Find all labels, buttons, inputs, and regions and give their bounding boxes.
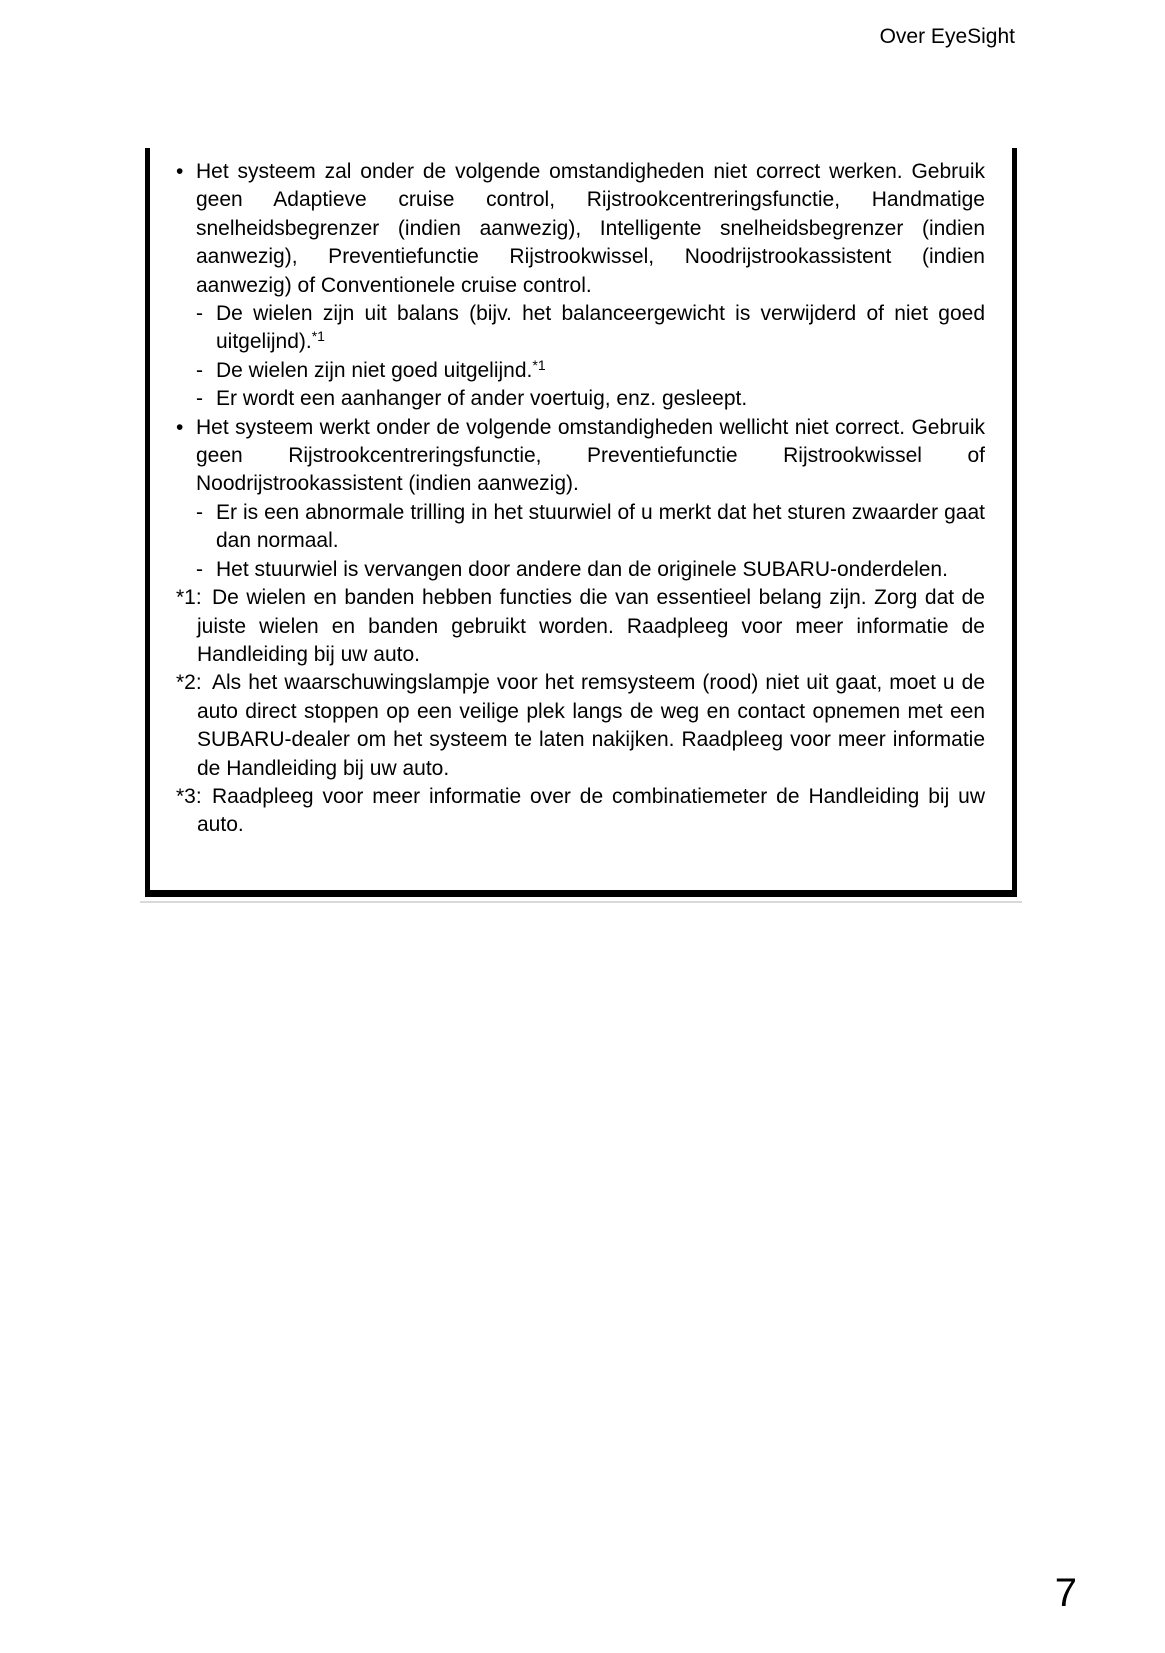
list-item [196, 385, 985, 413]
footnote-text: De wielen en banden hebben functies die van essentieel belang zijn. Zorg dat de juiste wielen en banden gebruikt worden. Raadpleeg voor meer informatie de Handleiding bij uw auto. [197, 586, 985, 666]
footnote-marker: *2: [176, 671, 202, 695]
footnote-ref: *1 [532, 356, 546, 373]
bullet-marker: • [176, 160, 184, 183]
bullet-marker: • [176, 415, 184, 439]
list-item-text: De wielen zijn niet goed uitgelijnd.$^{*1}$ [216, 356, 546, 382]
dash-marker: - [196, 387, 203, 411]
list-item-text: Het stuurwiel is vervangen door andere dan de originele SUBARU-onderdelen. [216, 557, 948, 581]
list-item [196, 556, 985, 584]
footnote-ref: *1 [311, 328, 325, 345]
footnote-text: Als het waarschuwingslampje voor het remsysteem (rood) niet uit gaat, moet u de auto direct stoppen op een veilige plek langs de weg en contact opnemen met een SUBARU-dealer om het systeem te laten nakijken. Raadpleeg voor meer informatie de Handleiding bij uw auto. [197, 671, 985, 780]
page-header: Over EyeSight [879, 25, 1015, 48]
page-number: 7 [1054, 1571, 1077, 1615]
scan-artifact-line [140, 901, 1022, 903]
footnote [176, 669, 985, 783]
dash-marker: - [196, 557, 203, 581]
warning-box [145, 148, 1017, 897]
list-item [196, 499, 985, 556]
footnote-marker: *1: [176, 586, 202, 610]
footnote [176, 783, 985, 840]
list-item [176, 158, 985, 300]
dash-marker: - [196, 500, 203, 524]
dash-marker: - [196, 358, 203, 382]
list-item-text: Het systeem zal onder de volgende omstandigheden niet correct werken. Gebruik geen Adaptieve cruise control, Rijstrookcentreringsfunctie, Handmatige snelheidsbegrenzer (indien aanwezig), Intelligente snelheidsbegrenzer (indien aanwezig), Preventiefunctie Rijstrookwissel, Noodrijstrookassistent (indien aanwezig) of Conventionele cruise control. [196, 160, 985, 297]
list-item-text: Er wordt een aanhanger of ander voertuig, enz. gesleept. [216, 387, 748, 411]
list-item [196, 357, 985, 385]
list-item-text: Het systeem werkt onder de volgende omstandigheden wellicht niet correct. Gebruik geen Rijstrookcentreringsfunctie, Preventiefunctie Rijstrookwissel of Noodrijstrookassistent (indien aanwezig). [196, 415, 985, 496]
list-item-text: De wielen zijn uit balans (bijv. het balanceergewicht is verwijderd of niet goed uitgelijnd).$^{*1}$ [216, 302, 985, 354]
footnote [176, 584, 985, 669]
footnote-text: Raadpleeg voor meer informatie over de combinatiemeter de Handleiding bij uw auto. [197, 784, 985, 837]
footnote-marker: *3: [176, 784, 202, 808]
list-item [196, 300, 985, 357]
dash-marker: - [196, 302, 203, 326]
list-item [176, 414, 985, 499]
list-item-text: Er is een abnormale trilling in het stuurwiel of u merkt dat het sturen zwaarder gaat dan normaal. [216, 500, 985, 553]
